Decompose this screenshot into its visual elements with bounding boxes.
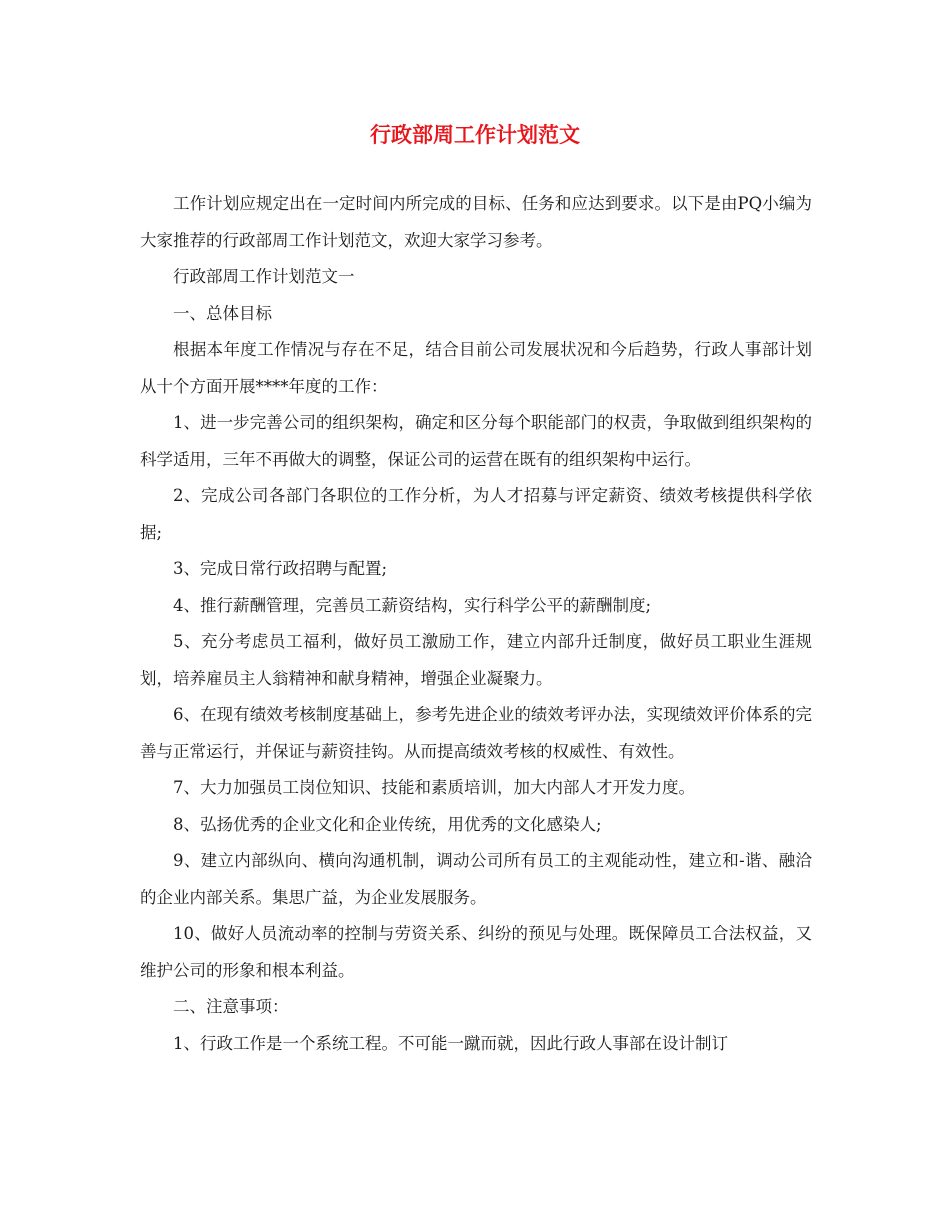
document-title: 行政部周工作计划范文 [370,122,580,147]
paragraph-heading-notes: 二、注意事项： [173,997,289,1016]
list-item: 5、充分考虑员工福利，做好员工激励工作，建立内部升迁制度，做好员工职业生涯规划，培养雇员主人翁精神和献身精神，增强企业凝聚力。 [140,632,812,688]
list-item: 1、行政工作是一个系统工程。不可能一蹴而就，因此行政人事部在设计制订 [173,1033,728,1053]
list-item: 3、完成日常行政招聘与配置; [173,559,388,578]
list-item: 1、进一步完善公司的组织架构，确定和区分每个职能部门的权责，争取做到组织架构的科学适用，三年不再做大的调整，保证公司的运营在既有的组织架构中运行。 [140,413,812,469]
list-item: 4、推行薪酬管理，完善员工薪资结构，实行科学公平的薪酬制度; [173,595,652,615]
document-body [140,186,812,1062]
paragraph-section-heading: 行政部周工作计划范文一 [173,267,355,286]
list-item: 10、做好人员流动率的控制与劳资关系、纠纷的预见与处理。既保障员工合法权益，又维护公司的形象和根本利益。 [140,924,812,980]
list-item: 6、在现有绩效考核制度基础上，参考先进企业的绩效考评办法，实现绩效评价体系的完善与正常运行，并保证与薪资挂钩。从而提高绩效考核的权威性、有效性。 [140,705,812,761]
paragraph-intro: 工作计划应规定出在一定时间内所完成的目标、任务和应达到要求。以下是由PQ小编为大家推荐的行政部周工作计划范文，欢迎大家学习参考。 [140,194,812,250]
paragraph-heading-overall-goal: 一、总体目标 [173,303,272,323]
paragraph: 根据本年度工作情况与存在不足，结合目前公司发展状况和今后趋势，行政人事部计划从十个方面开展****年度的工作： [140,340,812,396]
list-item: 8、弘扬优秀的企业文化和企业传统，用优秀的文化感染人; [173,814,602,834]
list-item: 2、完成公司各部门各职位的工作分析，为人才招募与评定薪资、绩效考核提供科学依据; [140,486,812,542]
list-item: 7、大力加强员工岗位知识、技能和素质培训，加大内部人才开发力度。 [173,778,695,797]
list-item: 9、建立内部纵向、横向沟通机制，调动公司所有员工的主观能动性，建立和-谐、融洽的企业内部关系。集思广益，为企业发展服务。 [140,851,812,907]
